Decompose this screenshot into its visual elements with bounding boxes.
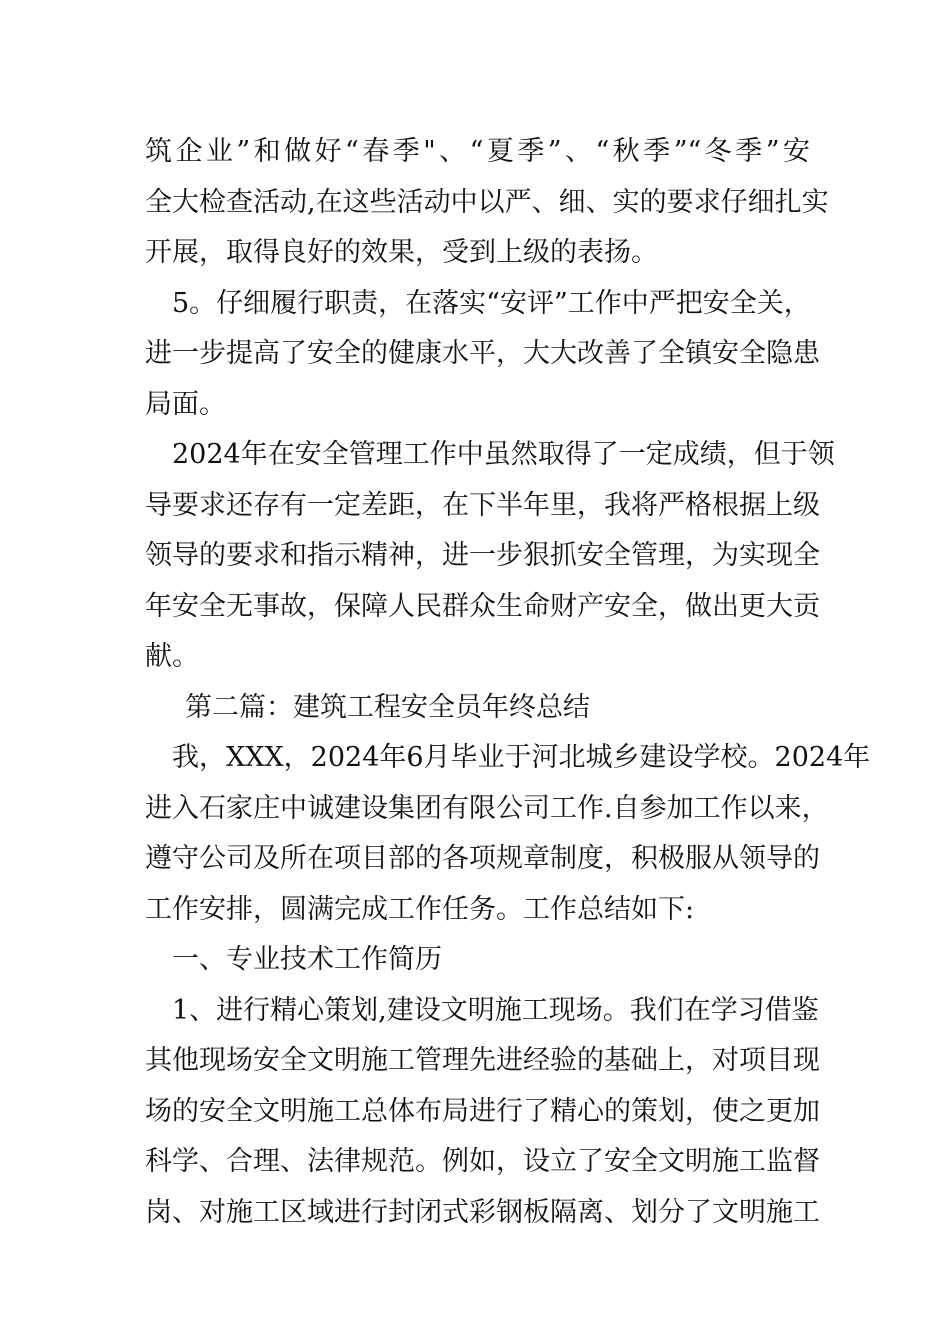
text-line: 5。仔细履行职责，在落实“安评”工作中严把安全关， — [172, 287, 811, 319]
text-line: 领导的要求和指示精神，进一步狠抓安全管理，为实现全 — [145, 540, 820, 571]
text-line: 场的安全文明施工总体布局进行了精心的策划，使之更加 — [145, 1095, 820, 1127]
text-line: 1、进行精心策划,建设文明施工现场。我们在学习借鉴 — [172, 994, 819, 1026]
text-line: 献。 — [145, 641, 199, 672]
text-line: 科学、合理、法律规范。例如，设立了安全文明施工监督 — [145, 1146, 820, 1177]
text-line: 局面。 — [145, 388, 226, 420]
text-line: 我，XXX，2024年6月毕业于河北城乡建设学校。2024年 — [172, 742, 871, 773]
text-line: 2024年在安全管理工作中虽然取得了一定成绩，但于领 — [172, 439, 835, 470]
text-line: 全大检查活动,在这些活动中以严、细、实的要求仔细扎实 — [145, 186, 829, 218]
document-body — [145, 127, 871, 1238]
text-line: 岗、对施工区域进行封闭式彩钢板隔离、划分了文明施工 — [145, 1196, 820, 1228]
text-line: 年安全无事故，保障人民群众生命财产安全，做出更大贡 — [145, 590, 820, 622]
text-line: 进入石家庄中诚建设集团有限公司工作.自参加工作以来， — [145, 792, 829, 824]
text-line: 进一步提高了安全的健康水平，大大改善了全镇安全隐患 — [145, 338, 820, 369]
text-line: 其他现场安全文明施工管理先进经验的基础上，对项目现 — [145, 1045, 820, 1076]
text-line: 遵守公司及所在项目部的各项规章制度，积极服从领导的 — [145, 843, 820, 874]
subsection-heading: 一、专业技术工作简历 — [172, 944, 442, 975]
text-line: 工作安排，圆满完成工作任务。工作总结如下: — [145, 893, 695, 925]
section-heading: 第二篇：建筑工程安全员年终总结 — [185, 691, 590, 723]
text-line: 筑企业”和做好“春季"、“夏季”、“秋季”“冬季”安 — [145, 136, 810, 167]
text-line: 开展，取得良好的效果，受到上级的表扬。 — [145, 237, 658, 268]
text-line: 导要求还存有一定差距，在下半年里，我将严格根据上级 — [145, 489, 820, 521]
